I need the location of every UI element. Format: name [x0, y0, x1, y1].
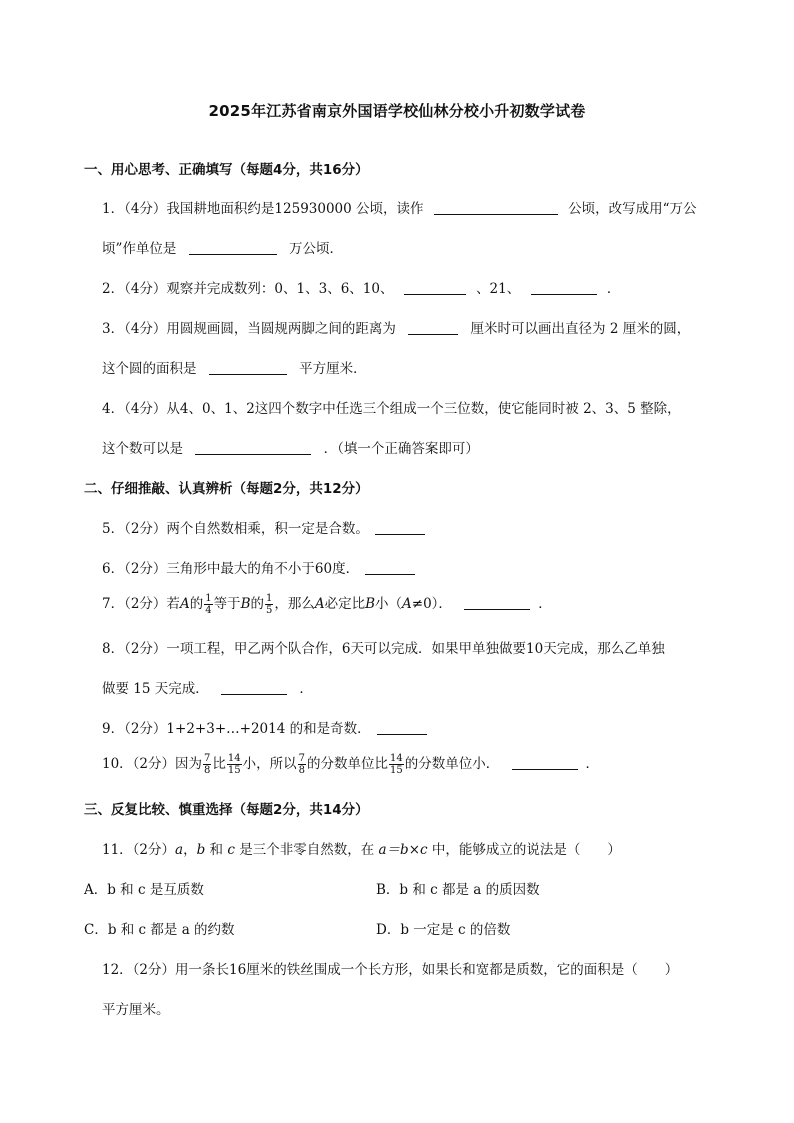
answer-blank[interactable] — [375, 520, 425, 535]
fraction: $\frac{14}{15}$ — [227, 753, 241, 776]
question-12-line-2: 平方厘米。 — [102, 1002, 170, 1018]
question-11: 11．（2分）a，b 和 c 是三个非零自然数，在 a＝b×c 中，能够成立的说法是（ ） — [102, 842, 621, 858]
question-1-line-2: 顷”作单位是 万公顷． — [102, 241, 343, 257]
answer-blank[interactable] — [377, 720, 427, 735]
answer-blank[interactable] — [195, 440, 311, 455]
fraction: $\frac{1}{4}$ — [205, 593, 212, 616]
option-c[interactable]: C．b 和 c 都是 a 的约数 — [84, 922, 235, 938]
question-8-line-2: 做要 15 天完成． ． — [102, 681, 313, 697]
answer-blank[interactable] — [512, 755, 578, 770]
answer-blank[interactable] — [531, 280, 597, 295]
answer-blank[interactable] — [221, 680, 287, 695]
answer-blank[interactable] — [189, 240, 277, 255]
answer-blank[interactable] — [404, 280, 466, 295]
question-6: 6．（2分）三角形中最大的角不小于60度． — [102, 557, 417, 577]
question-4-line-1: 4．（4分）从4、0、1、2这四个数字中任选三个组成一个三位数，使它能同时被 2、3、5 整除， — [102, 401, 681, 417]
question-12-line-1: 12．（2分）用一条长16厘米的铁丝围成一个长方形，如果长和宽都是质数，它的面积是（ ） — [102, 962, 679, 978]
question-9: 9．（2分）1+2+3+…+2014 的和是奇数． — [102, 717, 429, 737]
question-2: 2．（4分）观察并完成数列：0、1、3、6、10、 、21、 ． — [102, 281, 621, 297]
option-a[interactable]: A．b 和 c 是互质数 — [84, 882, 204, 898]
page-title: 2025年江苏省南京外国语学校仙林分校小升初数学试卷 — [208, 102, 586, 120]
answer-blank[interactable] — [434, 200, 558, 215]
section-heading-2: 二、仔细推敲、认真辨析（每题2分，共12分） — [84, 481, 369, 497]
section-heading-3: 三、反复比较、慎重选择（每题2分，共14分） — [84, 802, 369, 818]
question-8-line-1: 8．（2分）一项工程，甲乙两个队合作，6天可以完成．如果甲单独做要10天完成，那么乙单独 — [102, 641, 665, 657]
question-5: 5．（2分）两个自然数相乘，积一定是合数。 — [102, 517, 427, 537]
question-3-line-2: 这个圆的面积是 平方厘米． — [102, 361, 367, 377]
fraction: $\frac{14}{15}$ — [390, 753, 403, 776]
fraction: $\frac{7}{8}$ — [298, 753, 306, 776]
option-b[interactable]: B．b 和 c 都是 a 的质因数 — [376, 882, 540, 898]
fraction: $\frac{1}{5}$ — [265, 593, 273, 616]
question-10: 10．（2分）因为 $\frac{7}{8}$ 比 $\frac{14}{15}$ 小，所以 $\frac{7}{8}$ 的分数单位比 $\frac{14}{15}$ 的分数单位小． ． — [102, 753, 600, 776]
question-4-line-2: 这个数可以是 ．（填一个正确答案即可） — [102, 441, 479, 457]
question-3-line-1: 3．（4分）用圆规画圆，当圆规两脚之间的距离为 厘米时可以画出直径为 2 厘米的圆， — [102, 321, 691, 337]
section-heading-1: 一、用心思考、正确填写（每题4分，共16分） — [84, 162, 369, 178]
question-7: 7．（2分）若A的 $\frac{1}{4}$ 等于B的 $\frac{1}{5}$ ，那么A必定比B小（A≠0）． ． — [102, 593, 552, 616]
option-d[interactable]: D．b 一定是 c 的倍数 — [376, 922, 511, 938]
answer-blank[interactable] — [464, 595, 530, 610]
answer-blank[interactable] — [209, 360, 287, 375]
answer-blank[interactable] — [365, 560, 415, 575]
question-1-line-1: 1．（4分）我国耕地面积约是125930000 公顷，读作 公顷，改写成用“万公 — [102, 201, 697, 217]
answer-blank[interactable] — [408, 320, 458, 335]
fraction: $\frac{7}{8}$ — [204, 753, 211, 776]
